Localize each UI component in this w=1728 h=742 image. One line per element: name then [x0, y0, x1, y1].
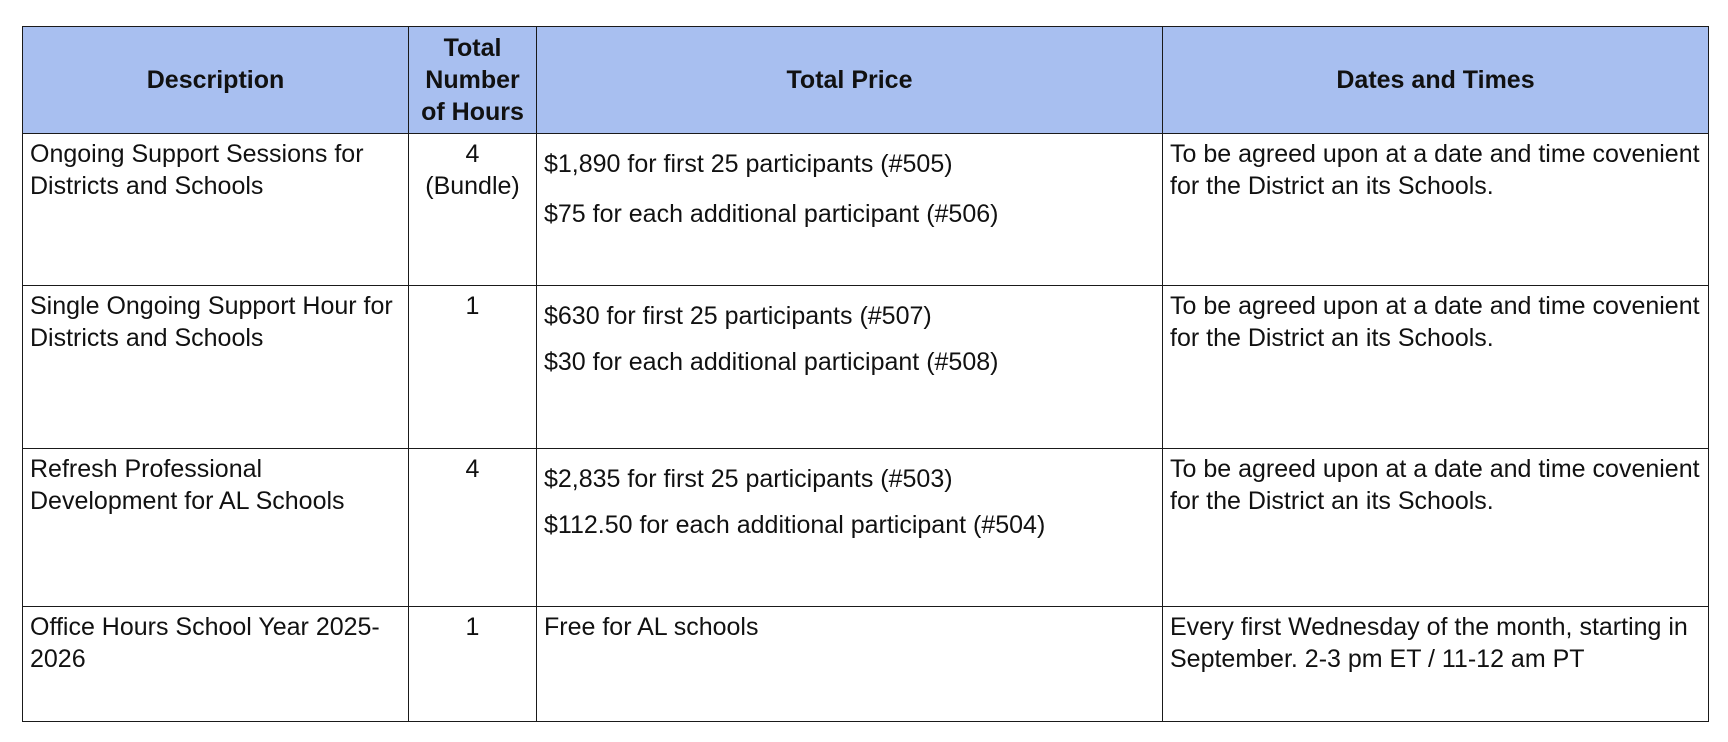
description-cell: Ongoing Support Sessions for Districts and Schools — [23, 134, 409, 286]
price-first-participants: $2,835 for first 25 participants (#503) — [544, 465, 953, 493]
header-dates: Dates and Times — [1163, 27, 1709, 134]
hours-cell: 4 (Bundle) — [409, 134, 537, 286]
hours-cell: 1 — [409, 286, 537, 449]
pricing-table — [22, 26, 1709, 722]
description-cell: Refresh Professional Development for AL Schools — [23, 449, 409, 607]
price-additional-participant: $30 for each additional participant (#508) — [544, 348, 999, 376]
table-row — [23, 134, 1709, 286]
price-additional-participant: $112.50 for each additional participant (#504) — [544, 511, 1046, 539]
table-header — [23, 27, 1709, 134]
table-row — [23, 607, 1709, 722]
table-row — [23, 286, 1709, 449]
header-price: Total Price — [537, 27, 1163, 134]
table-row — [23, 449, 1709, 607]
header-row — [23, 27, 1709, 134]
price-cell — [537, 134, 1163, 286]
price-cell — [537, 286, 1163, 449]
header-hours: Total Number of Hours — [409, 27, 537, 134]
description-cell: Single Ongoing Support Hour for Districts and Schools — [23, 286, 409, 449]
price-cell — [537, 449, 1163, 607]
description-cell: Office Hours School Year 2025-2026 — [23, 607, 409, 722]
price-first-participants: $1,890 for first 25 participants (#505) — [544, 150, 953, 178]
price-cell — [537, 607, 1163, 722]
hours-cell: 4 — [409, 449, 537, 607]
hours-cell: 1 — [409, 607, 537, 722]
dates-cell: To be agreed upon at a date and time covenient for the District an its Schools. — [1163, 286, 1709, 449]
header-description: Description — [23, 27, 409, 134]
price-free: Free for AL schools — [544, 613, 759, 641]
price-additional-participant: $75 for each additional participant (#506) — [544, 200, 999, 228]
dates-cell: To be agreed upon at a date and time covenient for the District an its Schools. — [1163, 449, 1709, 607]
table-body — [23, 134, 1709, 722]
dates-cell: To be agreed upon at a date and time covenient for the District an its Schools. — [1163, 134, 1709, 286]
price-first-participants: $630 for first 25 participants (#507) — [544, 302, 932, 330]
dates-cell: Every first Wednesday of the month, starting in September. 2-3 pm ET / 11-12 am PT — [1163, 607, 1709, 722]
